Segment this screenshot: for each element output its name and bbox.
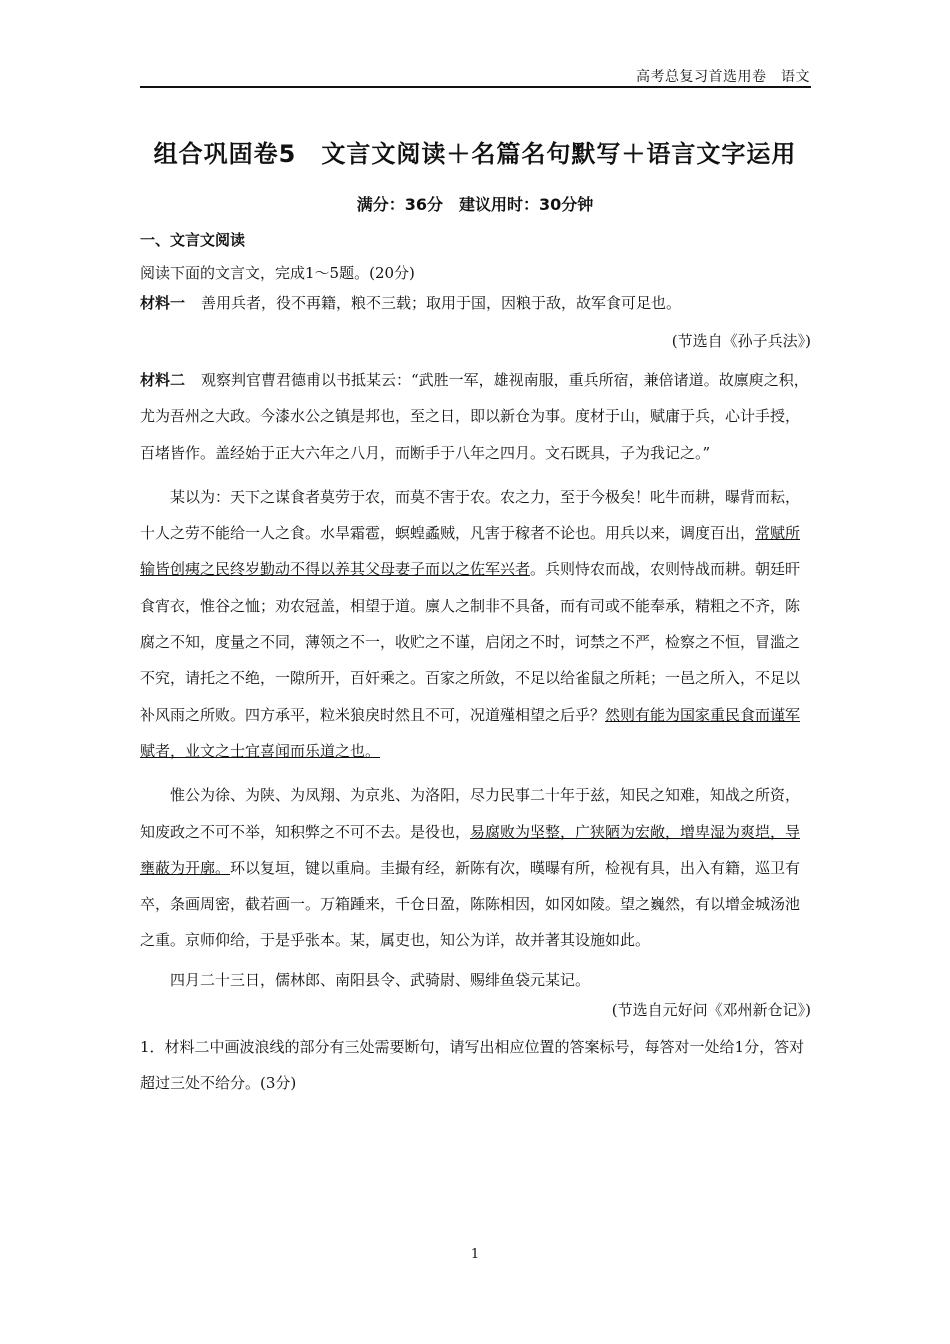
p3-text-a: 惟公为徐、为陕、为凤翔、为京兆、为洛阳，尽力民事二十年于兹，知民之知难，知战之所资，知废政之不可不举，知积弊之不可不去。是役也， xyxy=(140,786,801,841)
underlined-sentence-2: 易腐败为坚整，广狭陋为宏敞，增卑湿为爽垲，导壅蔽为开廓。 xyxy=(140,822,801,877)
question-1: 1．材料二中画波浪线的部分有三处需要断句，请写出相应位置的答案标号，每答对一处给1分，答对超过三处不给分。(3分) xyxy=(140,1037,805,1092)
wavy-underlined-passage: 常赋所输皆创痍之民终岁勤动不得以养其父母妻子而以之佐军兴者 xyxy=(140,524,801,579)
p2-text-a: 某以为：天下之谋食者莫劳于农，而莫不害于农。农之力，至于今极矣！叱牛而耕，曝背而耘，十人之劳不能给一人之食。水旱霜雹，螟蝗蟊贼，凡害于稼者不论也。用兵以来，调度百出， xyxy=(140,487,801,543)
material-one-label: 材料一 xyxy=(140,294,186,312)
material-two-label: 材料二 xyxy=(140,371,186,389)
material-two-source: (节选自元好问《邓州新仓记》) xyxy=(611,1000,811,1019)
page-title: 组合巩固卷5 文言文阅读＋名篇名句默写＋语言文字运用 xyxy=(153,140,797,168)
reading-instruction: 阅读下面的文言文，完成1～5题。(20分) xyxy=(140,264,415,282)
header-rule xyxy=(140,86,811,88)
p2-text-c: 。兵则恃农而战，农则恃战而耕。朝廷旰食宵衣，惟谷之恤；劝农冠盖，相望于道。廪人之制非不具备，而有司或不能奉承，精粗之不齐，陈腐之不知，度量之不同，薄领之不一，收贮之不谨，启闭之不时，诃禁之不严，检察之不恒，冒滥之不究，请托之不绝，一隙所开，百奸乘之。百家之所敛，不足以给雀鼠之所耗；一邑之所入，不足以补风雨之所败。四方承平，粒米狼戾时然且不可，况道殣相望之后乎？ xyxy=(140,560,801,724)
material-two-p1-text: 观察判官曹君德甫以书抵某云：“武胜一军，雄视南服，重兵所宿，兼倍诸道。故廪庾之积，尤为吾州之大政。今漆水公之镇是邦也，至之日，即以新仓为事。度材于山，赋庸于兵，心计手授，百堵皆作。盖经始于正大六年之八月，而断手于八年之四月。文石既具，子为我记之。” xyxy=(140,371,809,462)
running-header: 高考总复习首选用卷 语文 xyxy=(636,69,810,85)
underlined-sentence-1: 然则有能为国家重民食而谨军赋者，业文之士宜喜闻而乐道之也。 xyxy=(140,705,801,760)
material-one-text: 善用兵者，役不再籍，粮不三载；取用于国，因粮于敌，故军食可足也。 xyxy=(201,294,682,312)
p3-text-c: 环以复垣，键以重扃。圭撮有经，新陈有次，暵曝有所，检视有具，出入有籍，巡卫有卒，条画周密，截若画一。万箱踵来，千仓日盈，陈陈相因，如冈如陵。望之巍然，有以增金城汤池之重。京师仰给，于是乎张本。某，属吏也，知公为详，故并著其设施如此。 xyxy=(140,858,801,950)
material-one xyxy=(140,288,811,318)
material-two-paragraph-3 xyxy=(140,777,811,958)
material-one-source: (节选自《孙子兵法》) xyxy=(671,332,811,350)
page-number: 1 xyxy=(470,1247,480,1262)
material-two-paragraph-2 xyxy=(140,479,811,769)
page-subtitle: 满分：36分 建议用时：30分钟 xyxy=(356,195,594,214)
material-two-date-line: 四月二十三日，儒林郎、南阳县令、武骑尉、赐绯鱼袋元某记。 xyxy=(170,970,591,989)
document-body xyxy=(140,228,811,1101)
section-heading: 一、文言文阅读 xyxy=(140,231,246,249)
material-two-paragraph-1 xyxy=(140,362,811,471)
